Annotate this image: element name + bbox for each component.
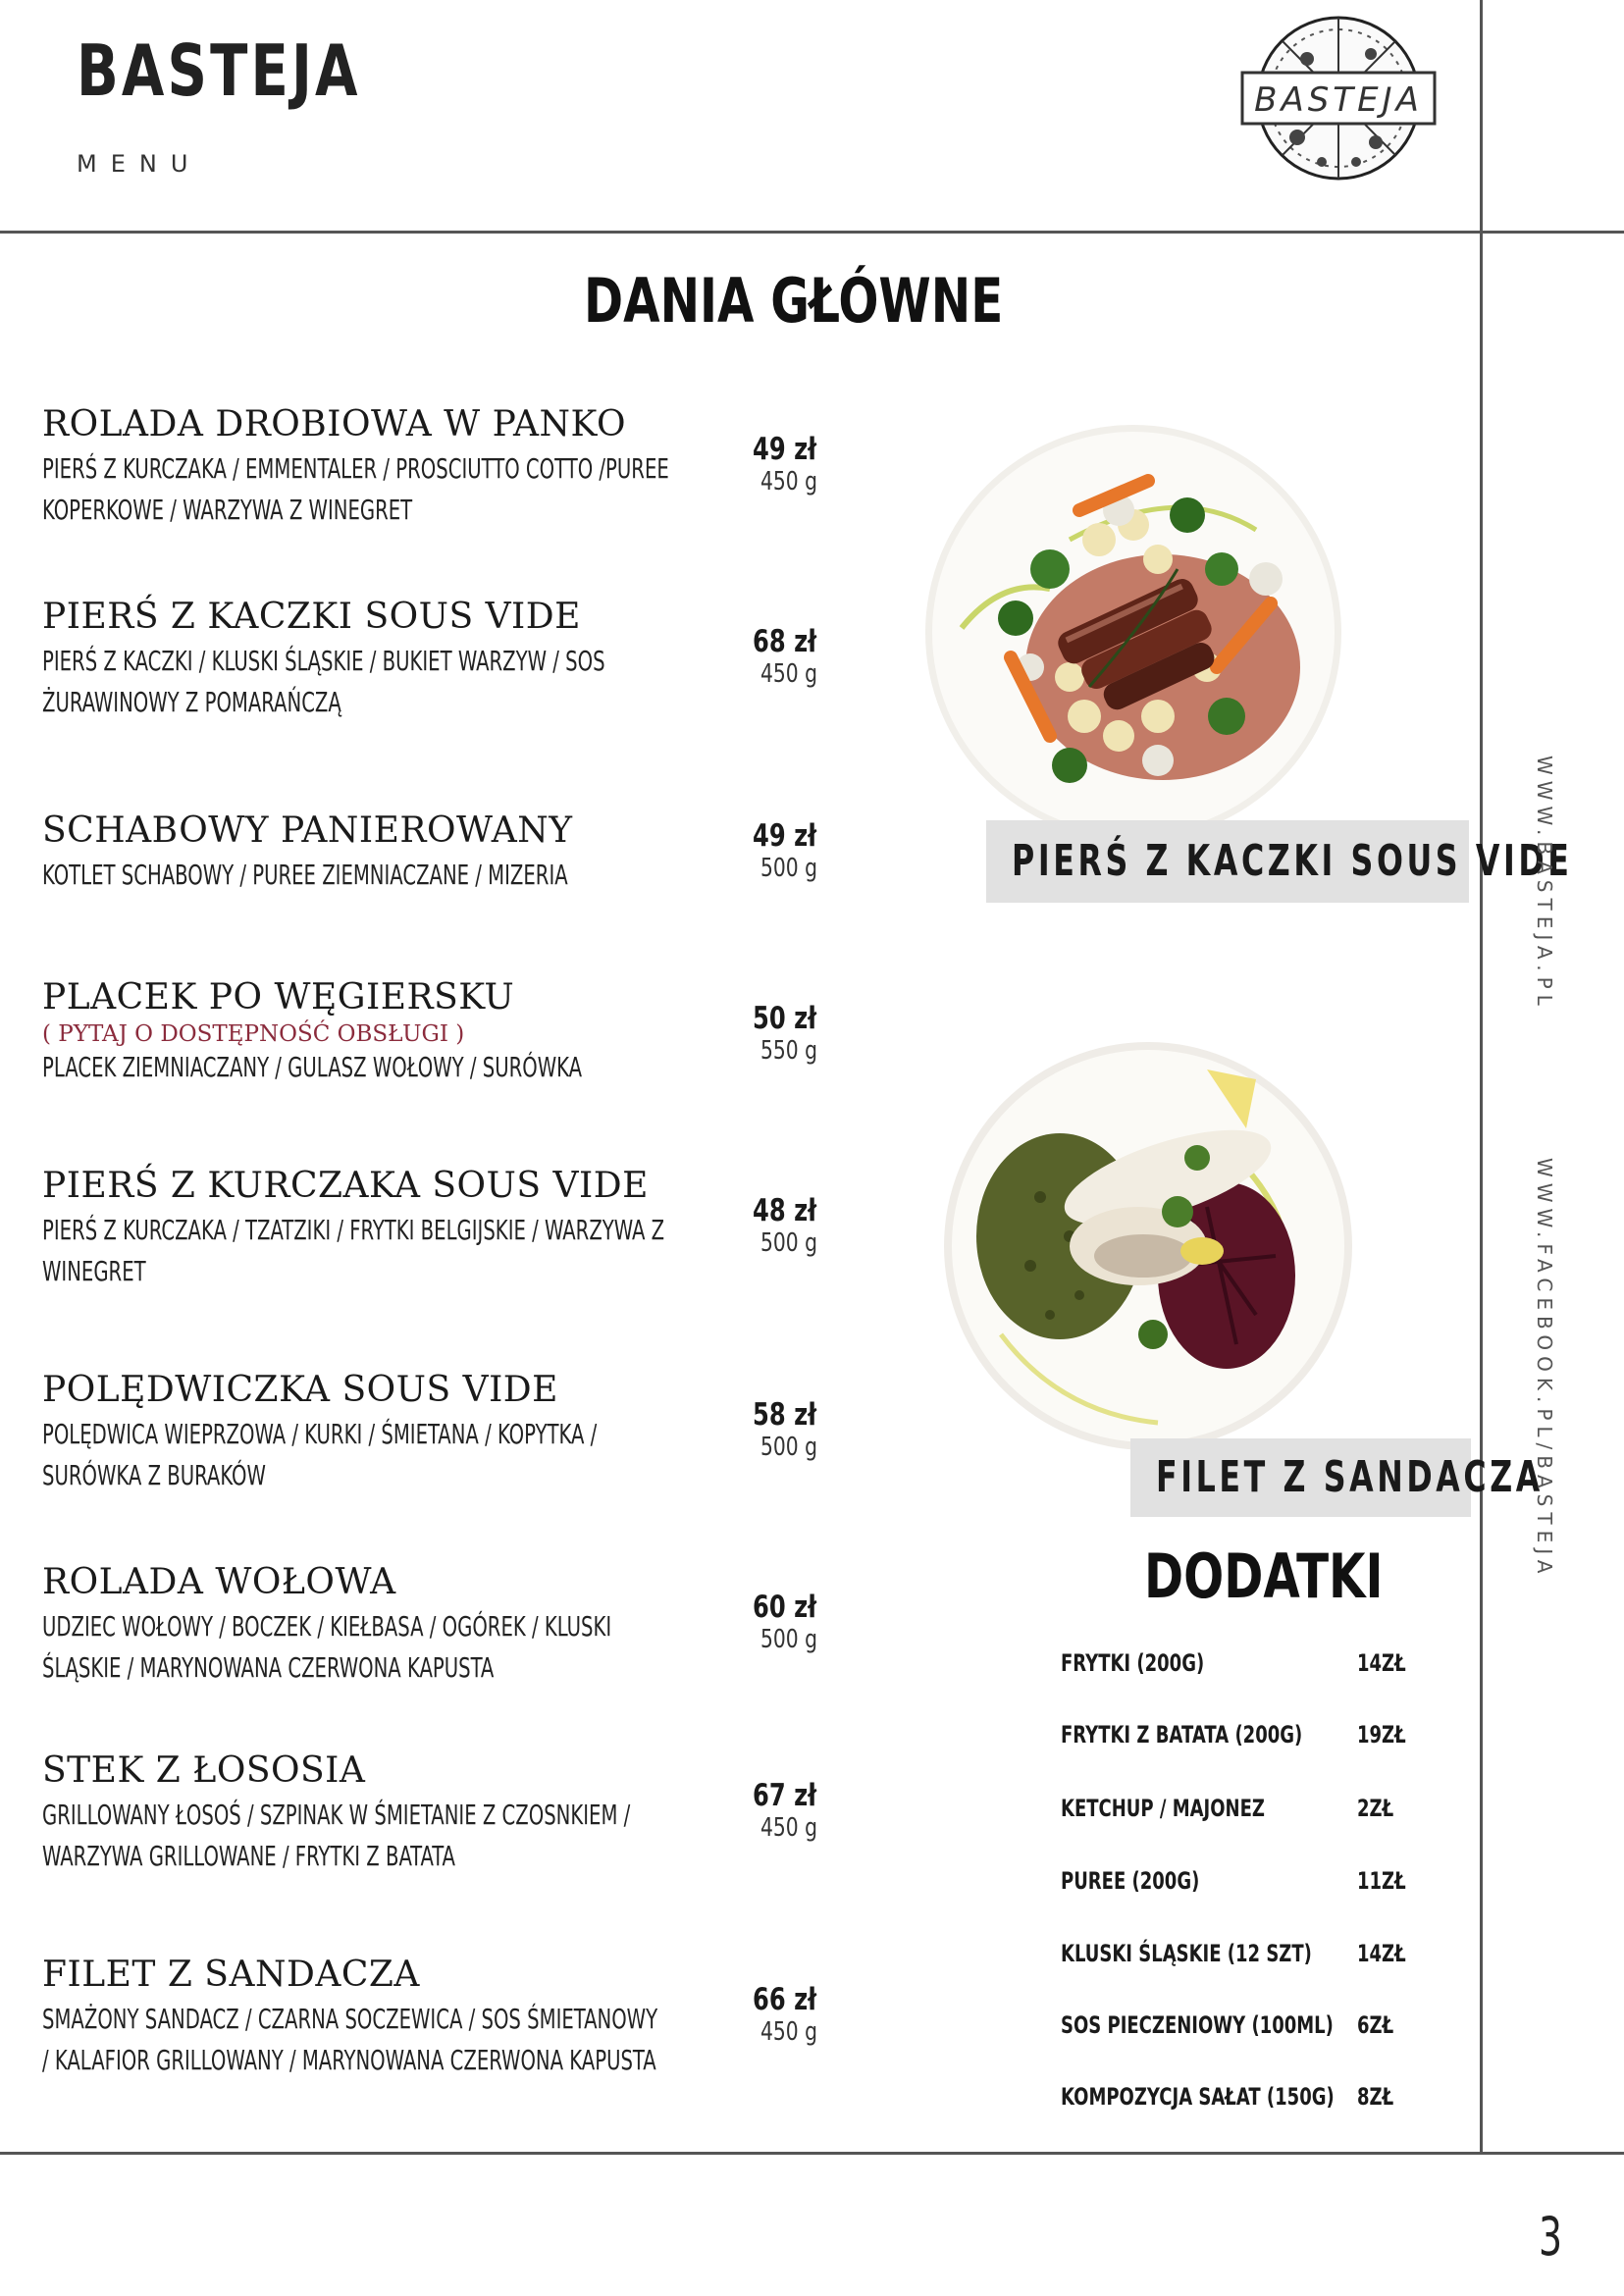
dish-item	[42, 597, 680, 723]
side-item-name: PUREE (200G)	[1061, 1867, 1200, 1895]
dish-item	[42, 1166, 680, 1292]
dish-name: FILET Z SANDACZA	[42, 1955, 420, 1995]
price-value: 68 zł	[753, 624, 817, 659]
photo-caption: PIERŚ Z KACZKI SOUS VIDE	[986, 820, 1469, 903]
dish-description: GRILLOWANY ŁOSOŚ / SZPINAK W ŚMIETANIE Z CZOSNKIEM / WARZYWA GRILLOWANE / FRYTKI Z BATATA	[42, 1799, 631, 1872]
dish-price	[753, 432, 861, 496]
side-item-name: FRYTKI (200G)	[1061, 1649, 1205, 1677]
dish-description: UDZIEC WOŁOWY / BOCZEK / KIEŁBASA / OGÓREK / KLUSKI ŚLĄSKIE / MARYNOWANA CZERWONA KAPUSTA	[42, 1610, 612, 1684]
price-value: 49 zł	[753, 432, 817, 467]
price-value: 48 zł	[753, 1193, 817, 1228]
vertical-divider	[1480, 0, 1483, 2154]
dish-weight: 500 g	[760, 1625, 818, 1654]
website-link[interactable]: WWW.BASTEJA.PL	[1533, 756, 1556, 1012]
side-item-price: 11ZŁ	[1357, 1867, 1406, 1895]
dish-weight: 450 g	[760, 467, 818, 496]
dish-weight: 450 g	[760, 659, 818, 689]
dish-description: PIERŚ Z KURCZAKA / EMMENTALER / PROSCIUTTO COTTO /PUREE KOPERKOWE / WARZYWA Z WINEGRET	[42, 452, 669, 526]
dish-name: SCHABOWY PANIEROWANY	[42, 810, 573, 851]
basteja-logo	[1238, 0, 1440, 196]
side-item-price: 14ZŁ	[1357, 1649, 1406, 1677]
dish-name: STEK Z ŁOSOSIA	[42, 1750, 366, 1791]
logo-text: BASTEJA	[1254, 80, 1423, 120]
side-item-price: 2ZŁ	[1357, 1795, 1394, 1822]
dish-item	[42, 1370, 680, 1496]
dish-name: ROLADA WOŁOWA	[42, 1562, 396, 1602]
dish-price	[753, 1590, 861, 1654]
dish-description: PIERŚ Z KURCZAKA / TZATZIKI / FRYTKI BELGIJSKIE / WARZYWA Z WINEGRET	[42, 1214, 665, 1287]
dish-name: POLĘDWICZKA SOUS VIDE	[42, 1370, 558, 1410]
dish-description: PIERŚ Z KACZKI / KLUSKI ŚLĄSKIE / BUKIET WARZYW / SOS ŻURAWINOWY Z POMARAŃCZĄ	[42, 645, 605, 718]
price-value: 60 zł	[753, 1590, 817, 1625]
side-item-name: SOS PIECZENIOWY (100ML)	[1061, 2011, 1334, 2039]
dish-price	[753, 1982, 861, 2047]
dish-price	[753, 624, 861, 689]
price-value: 66 zł	[753, 1982, 817, 2017]
dish-weight: 550 g	[760, 1036, 818, 1066]
dish-item	[42, 404, 680, 531]
price-value: 49 zł	[753, 818, 817, 854]
dish-description: POLĘDWICA WIEPRZOWA / KURKI / ŚMIETANA / KOPYTKA / SURÓWKA Z BURAKÓW	[42, 1418, 598, 1491]
dish-weight: 450 g	[760, 1813, 818, 1843]
dish-availability-note: ( PYTAJ O DOSTĘPNOŚĆ OBSŁUGI )	[42, 1021, 465, 1047]
dish-item	[42, 1562, 680, 1689]
dish-item	[42, 1750, 680, 1877]
dish-name: PLACEK PO WĘGIERSKU	[42, 977, 515, 1018]
price-value: 58 zł	[753, 1397, 817, 1433]
dish-name: ROLADA DROBIOWA W PANKO	[42, 404, 626, 444]
side-item-name: FRYTKI Z BATATA (200G)	[1061, 1721, 1303, 1748]
dish-weight: 450 g	[760, 2017, 818, 2047]
side-item-price: 14ZŁ	[1357, 1940, 1406, 1967]
pike-perch-dish-photo	[942, 1040, 1354, 1452]
dish-description: KOTLET SCHABOWY / PUREE ZIEMNIACZANE / MIZERIA	[42, 859, 568, 891]
side-item-name: KLUSKI ŚLĄSKIE (12 SZT)	[1061, 1940, 1312, 1967]
side-item-name: KOMPOZYCJA SAŁAT (150G)	[1061, 2083, 1335, 2111]
dish-price	[753, 1778, 861, 1843]
footer-divider	[0, 2152, 1624, 2155]
dish-price	[753, 1193, 861, 1258]
side-item-price: 19ZŁ	[1357, 1721, 1406, 1748]
menu-subtitle: MENU	[77, 150, 202, 178]
dish-description: PLACEK ZIEMNIACZANY / GULASZ WOŁOWY / SURÓWKA	[42, 1051, 583, 1083]
photo-caption: FILET Z SANDACZA	[1130, 1438, 1471, 1517]
header-divider	[0, 231, 1624, 234]
side-item-name: KETCHUP / MAJONEZ	[1061, 1795, 1265, 1822]
dish-price	[753, 1397, 861, 1462]
dish-price	[753, 1001, 861, 1066]
brand-title: BASTEJA	[77, 29, 361, 112]
dish-weight: 500 g	[760, 854, 818, 883]
section-title: DANIA GŁÓWNE	[584, 265, 1004, 337]
dish-weight: 500 g	[760, 1433, 818, 1462]
dish-name: PIERŚ Z KURCZAKA SOUS VIDE	[42, 1166, 649, 1206]
dish-description: SMAŻONY SANDACZ / CZARNA SOCZEWICA / SOS ŚMIETANOWY / KALAFIOR GRILLOWANY / MARYNOWANA CZERWONA KAPUSTA	[42, 2003, 658, 2076]
dish-item	[42, 1955, 680, 2081]
dish-name: PIERŚ Z KACZKI SOUS VIDE	[42, 597, 581, 637]
dish-weight: 500 g	[760, 1228, 818, 1258]
page-number: 3	[1539, 2206, 1563, 2268]
sides-title: DODATKI	[1144, 1540, 1384, 1612]
facebook-link[interactable]: WWW.FACEBOOK.PL/BASTEJA	[1533, 1158, 1556, 1580]
price-value: 50 zł	[753, 1001, 817, 1036]
side-item-price: 8ZŁ	[1357, 2083, 1394, 2111]
duck-dish-photo	[922, 422, 1344, 844]
price-value: 67 zł	[753, 1778, 817, 1813]
dish-item	[42, 977, 680, 1088]
dish-item	[42, 810, 680, 896]
dish-price	[753, 818, 861, 883]
side-item-price: 6ZŁ	[1357, 2011, 1394, 2039]
